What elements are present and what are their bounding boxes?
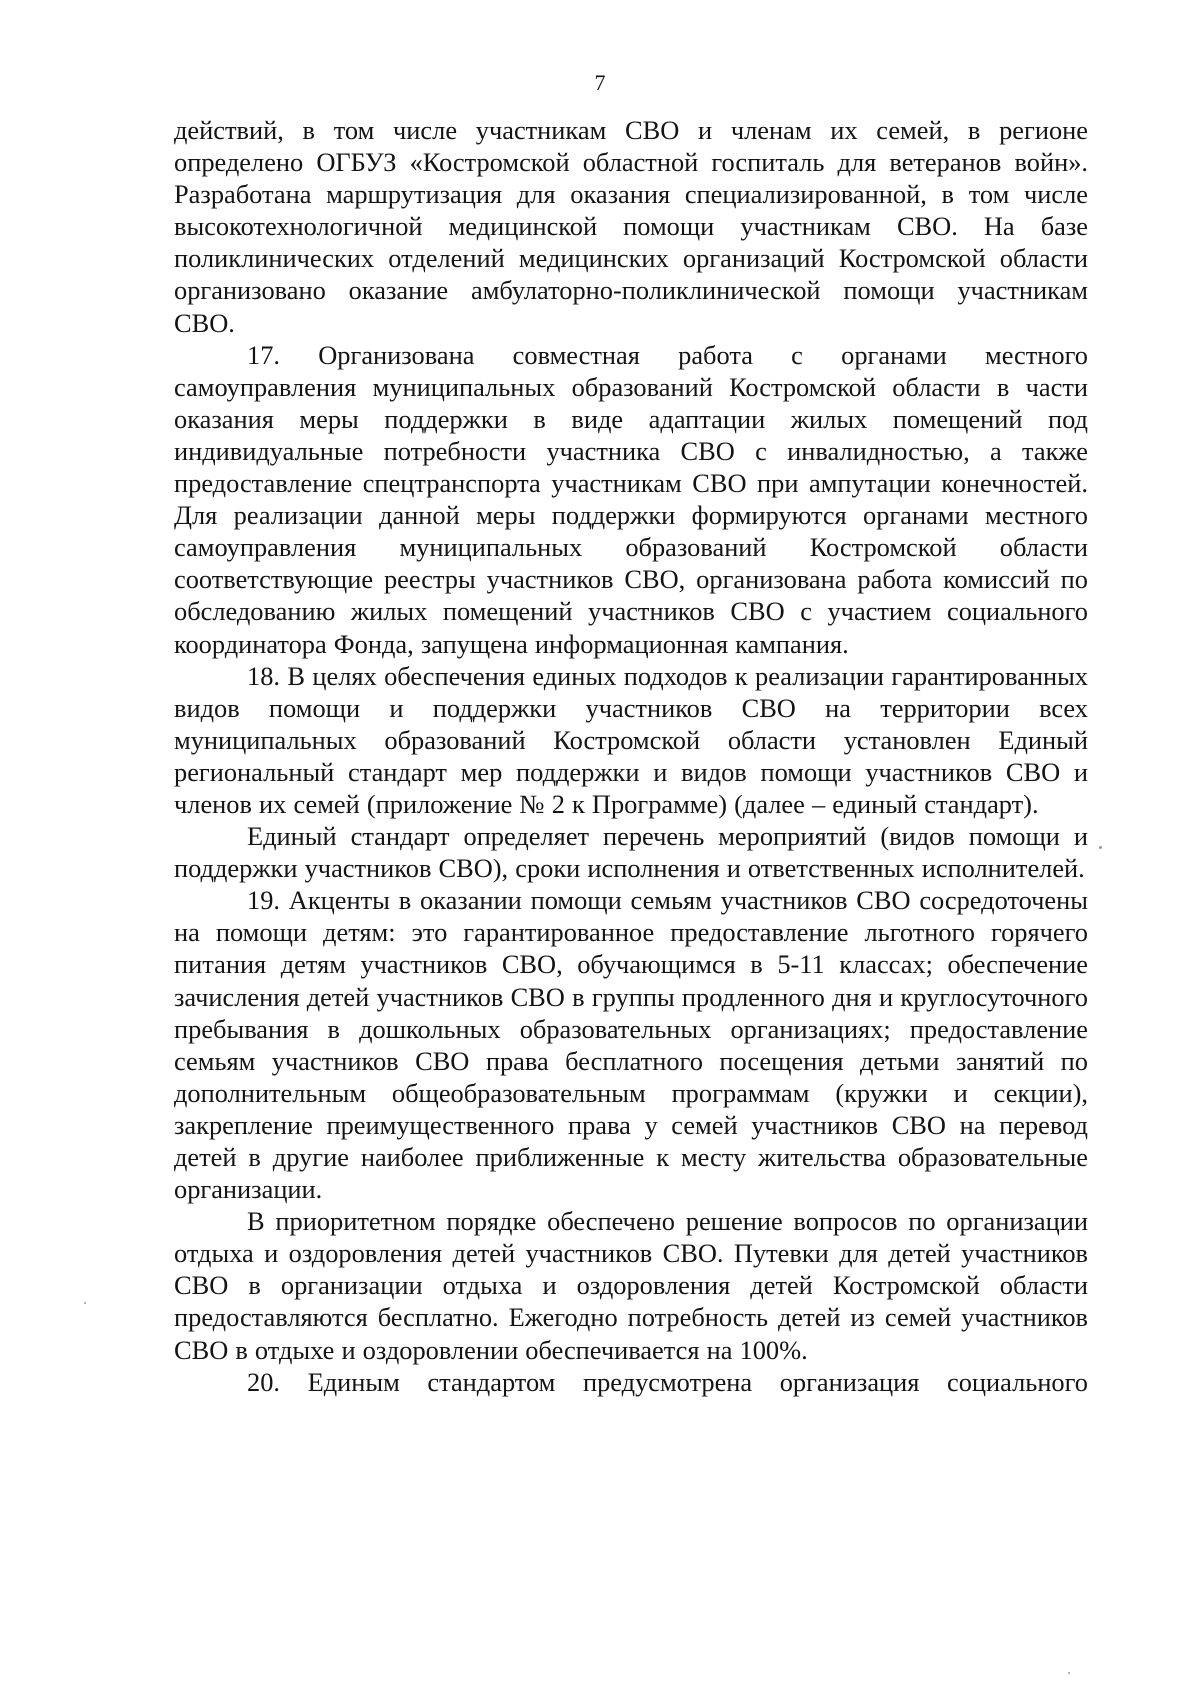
paragraph-unified-standard: Единый стандарт определяет перечень мероприятий (видов помощи и поддержки участников СВО), сроки исполнения и ответственных исполнителей. (174, 821, 1088, 884)
paragraph-continuation: действий, в том числе участникам СВО и членам их семей, в регионе определено ОГБУЗ «Костромской областной госпиталь для ветеранов войн». Разработана маршрутизация для оказания специализированной, в том числе высокотехнологичной медицинской помощи участникам СВО. На базе поликлинических отделений медицинских организаций Костромской области организовано оказание амбулаторно-поликлинической помощи участникам СВО. (174, 115, 1088, 338)
paragraph-item-18: 18. В целях обеспечения единых подходов к реализации гарантированных видов помощи и поддержки участников СВО на территории всех муниципальных образований Костромской области установлен Единый региональный стандарт мер поддержки и видов помощи участников СВО и членов их семей (приложение № 2 к Программе) (далее – единый стандарт). (174, 660, 1088, 819)
paragraph-item-17: 17. Организована совместная работа с органами местного самоуправления муниципальных образований Костромской области в части оказания меры поддержки в виде адаптации жилых помещений под индивидуальные потребности участника СВО с инвалидностью, а также предоставление спецтранспорта участникам СВО при ампутации конечностей. Для реализации данной меры поддержки формируются органами местного самоуправления муниципальных образований Костромской области соответствующие реестры участников СВО, организована работа комиссий по обследованию жилых помещений участников СВО с участием социального координатора Фонда, запущена информационная кампания. (174, 339, 1088, 659)
page-number: 7 (594, 70, 606, 95)
scan-speck (84, 1302, 86, 1304)
document-body (174, 114, 1088, 1398)
scan-speck (1068, 1672, 1070, 1674)
paragraph-priority-recreation: В приоритетном порядке обеспечено решение вопросов по организации отдыха и оздоровления детей участников СВО. Путевки для детей участников СВО в организации отдыха и оздоровления детей Костромской области предоставляются бесплатно. Ежегодно потребность детей из семей участников СВО в отдыхе и оздоровлении обеспечивается на 100%. (174, 1206, 1088, 1365)
paragraph-item-19: 19. Акценты в оказании помощи семьям участников СВО сосредоточены на помощи детям: это гарантированное предоставление льготного горячего питания детям участников СВО, обучающимся в 5-11 классах; обеспечение зачисления детей участников СВО в группы продленного дня и круглосуточного пребывания в дошкольных образовательных организациях; предоставление семьям участников СВО права бесплатного посещения детьми занятий по дополнительным общеобразовательным программам (кружки и секции), закрепление преимущественного права у семей участников СВО на перевод детей в другие наиболее приближенные к месту жительства образовательные организации. (174, 885, 1088, 1205)
scan-speck (1099, 846, 1102, 849)
paragraph-item-20: 20. Единым стандартом предусмотрена организация социального (247, 1366, 1088, 1397)
